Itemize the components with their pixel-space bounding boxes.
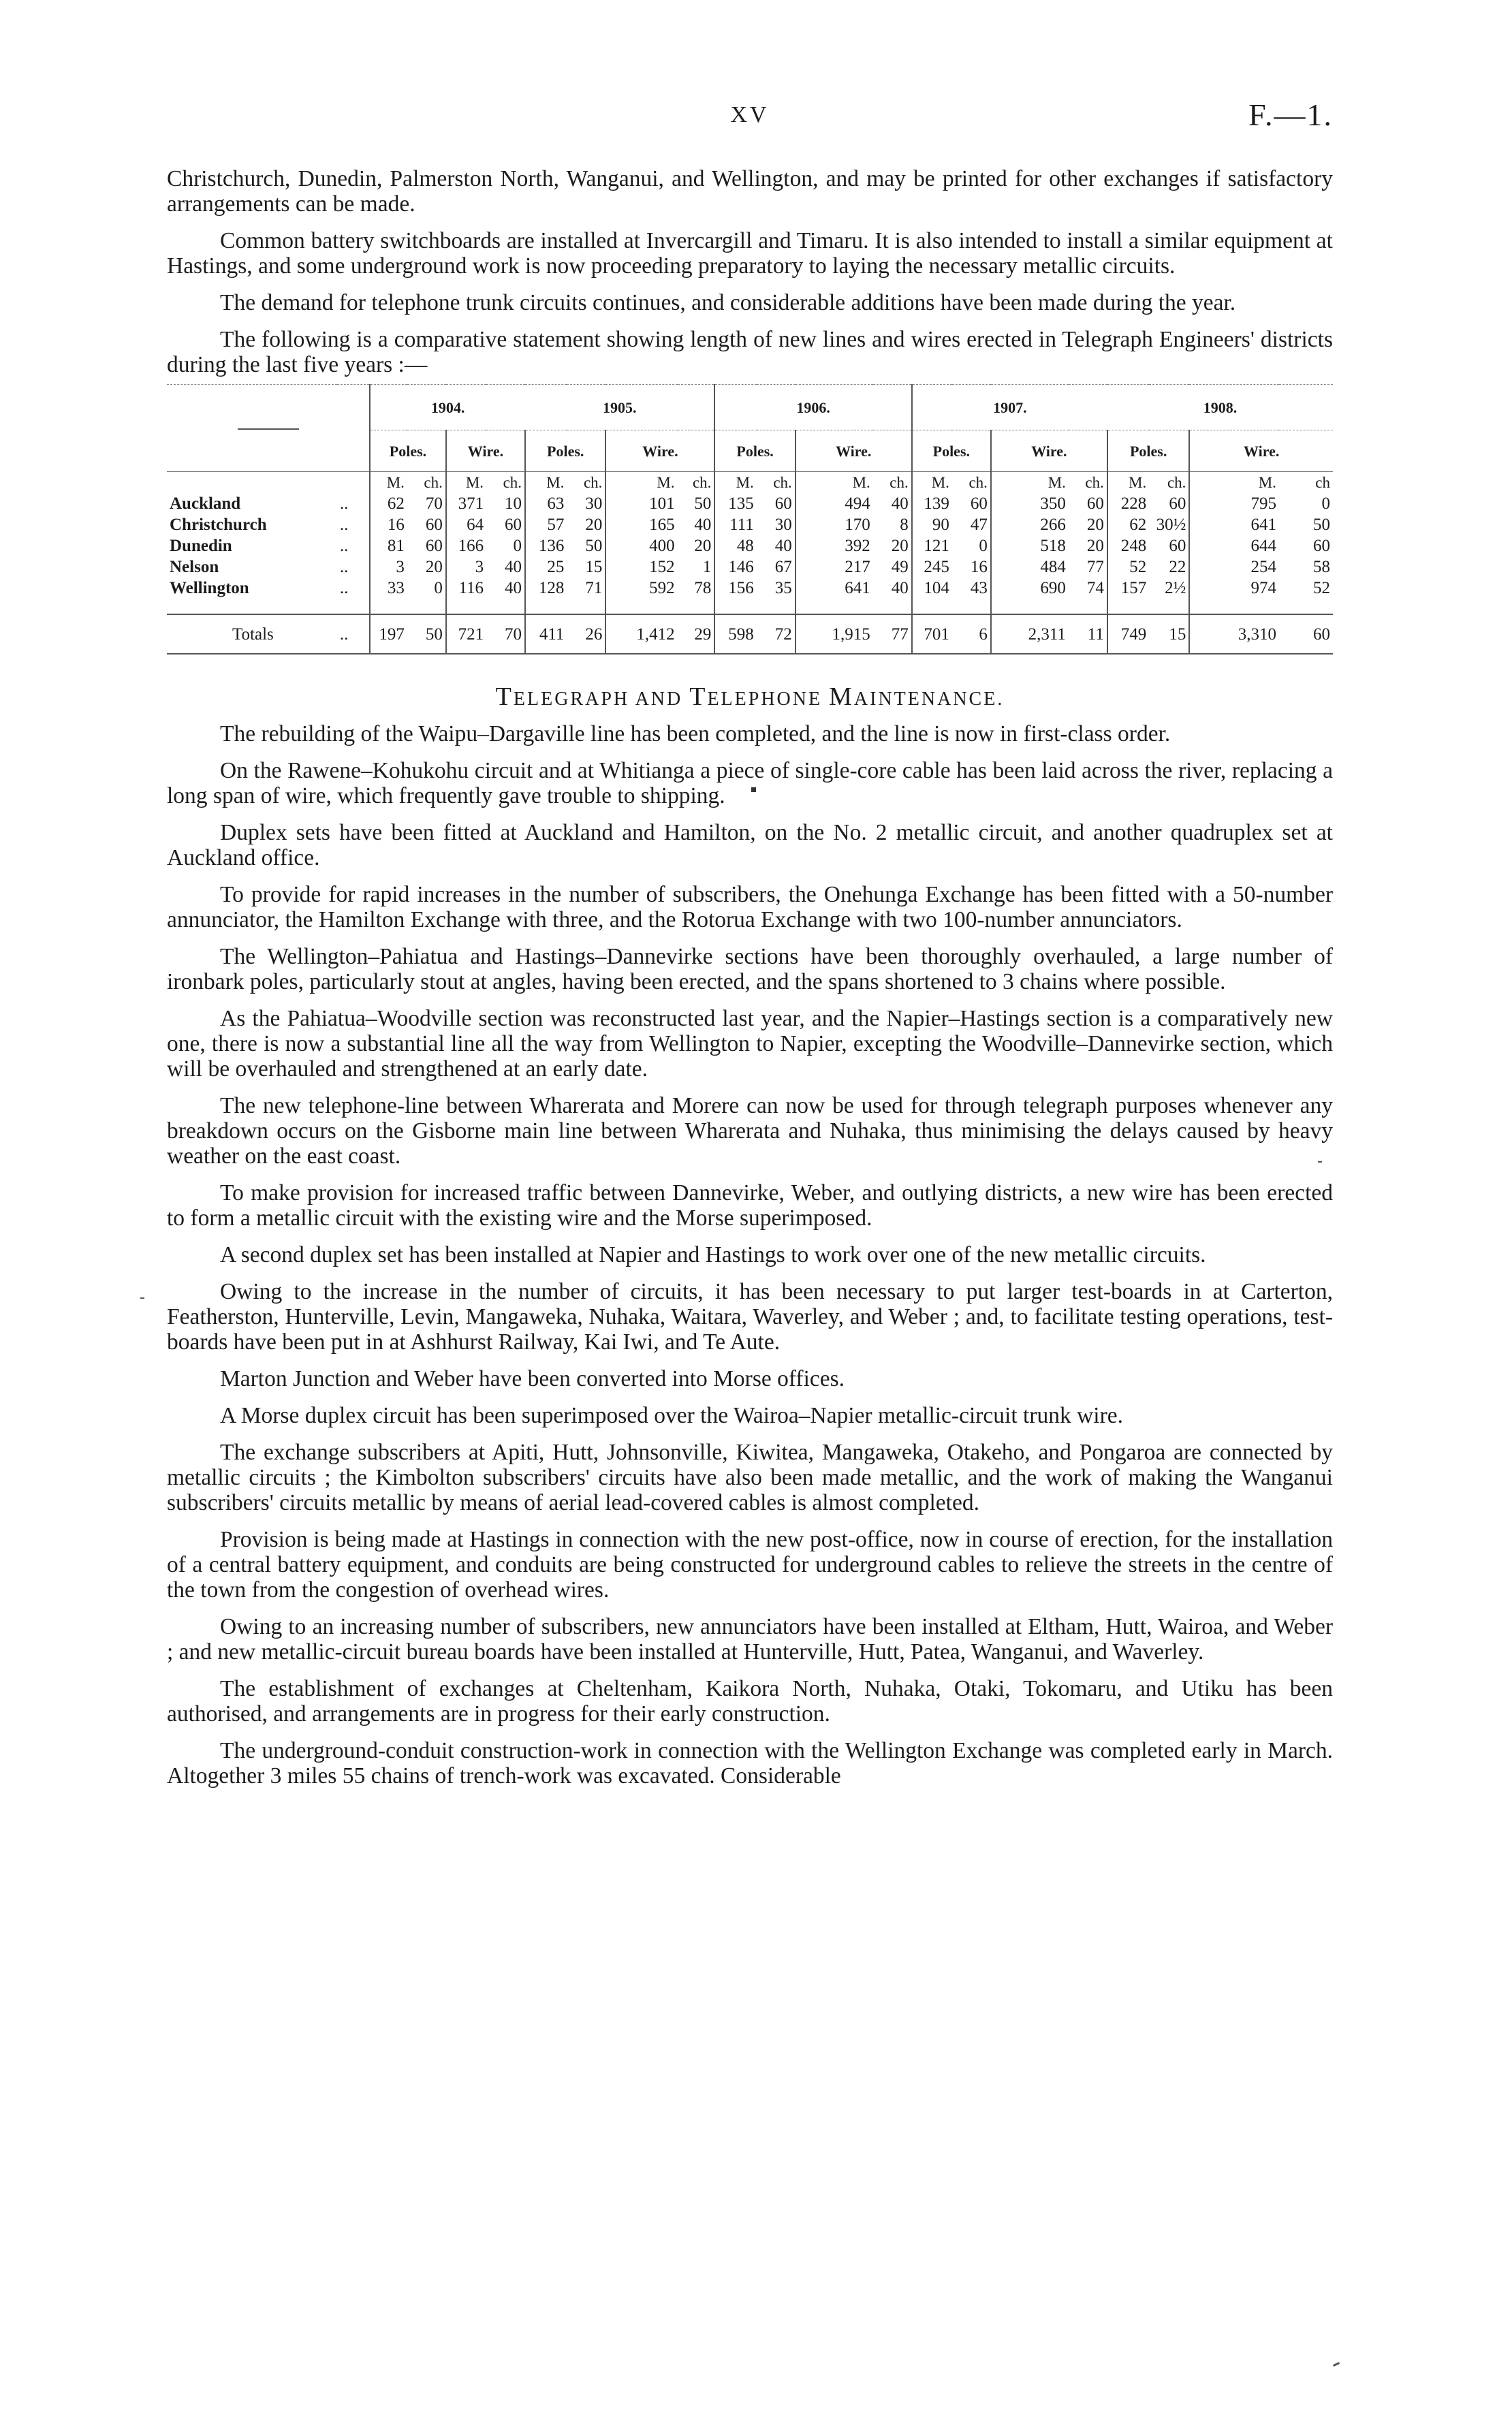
table-cell: 3 [370,556,407,578]
table-cell: 60 [1313,537,1330,555]
paragraph: Duplex sets have been fitted at Auckland and Hamilton, on the No. 2 metallic circuit, and another quadruplex set at Auckland office. [167,820,1333,870]
miles-unit: M. [991,472,1069,494]
stray-mark [751,787,756,792]
intro-section [167,166,1333,377]
table-cell: 121 [912,535,952,556]
paragraph: A second duplex set has been installed at Napier and Hastings to work over one of the new metallic circuits. [220,1242,1206,1267]
miles-unit: M. [525,472,567,494]
chains-unit: ch. [952,472,991,494]
table-cell: 10 [505,494,522,513]
paragraph: The rebuilding of the Waipu–Dargaville line has been completed, and the line is now in first-class order. [220,721,1171,746]
table-cell: 136 [525,535,567,556]
table-cell: 60 [1169,537,1186,555]
table-cell: 35 [774,579,792,597]
table-cell: 81 [370,535,407,556]
table-cell: 15 [585,558,603,576]
table-cell: 40 [505,558,522,576]
paragraph: A Morse duplex circuit has been superimposed over the Wairoa–Napier metallic-circuit trunk wire. [220,1403,1124,1428]
district-name: Totals [167,614,337,654]
table-cell: 217 [796,556,873,578]
body-column [167,166,1333,1788]
table-cell: 166 [446,535,486,556]
table-cell: 2,311 [991,614,1069,654]
table-cell: 50 [1313,516,1330,534]
table-cell: 60 [1086,494,1104,513]
wire-heading: Wire. [446,430,525,472]
table-cell: 3,310 [1189,614,1279,654]
table-cell: 72 [757,614,796,654]
table-cell: 494 [796,493,873,514]
wire-heading: Wire. [1189,430,1333,472]
table-cell: 20 [694,537,712,555]
table-cell: 0 [434,579,443,597]
table-cell: 721 [446,614,486,654]
table-cell: 371 [446,493,486,514]
table-cell: 30 [585,494,603,513]
miles-unit: M. [605,472,677,494]
chains-unit: ch. [873,472,912,494]
table-cell: 40 [891,579,909,597]
table-cell: 25 [525,556,567,578]
stray-mark [1333,2362,1340,2367]
table-cell: 0 [979,537,988,555]
stray-mark [1318,1161,1322,1163]
table-cell: 49 [891,558,909,576]
table-cell: 22 [1169,558,1186,576]
paragraph: As the Pahiatua–Woodville section was reconstructed last year, and the Napier–Hastings section is a comparatively new one, there is now a substantial line all the way from Wellington to Napier, excepting the Woodville–Dannevirke section, which will be overhauled and strengthened at an early date. [167,1006,1333,1082]
chains-unit: ch [1279,472,1333,494]
district-name: Auckland [170,494,241,513]
table-cell: 50 [407,614,446,654]
table-cell: 74 [1086,579,1104,597]
table-cell: 90 [912,514,952,535]
chains-unit: ch. [567,472,605,494]
table-cell: 30 [774,516,792,534]
poles-heading: Poles. [370,430,446,472]
table-cell: 52 [1107,556,1149,578]
comparative-statement-table [167,384,1333,654]
table-cell: 400 [605,535,677,556]
wire-heading: Wire. [796,430,912,472]
table-cell: 60 [774,494,792,513]
table-cell: 1,412 [605,614,677,654]
leader-dots: .. [339,558,349,576]
table-cell: 111 [714,514,756,535]
table-cell: 146 [714,556,756,578]
paragraph: The exchange subscribers at Apiti, Hutt, Johnsonville, Kiwitea, Mangaweka, Otakeho, and Pongaroa are connected by metallic circuits ; the Kimbolton subscribers' circuits have also been made metallic, and the work of making the Wanganui subscribers' circuits metallic by means of aerial lead-covered cables is almost completed. [167,1440,1333,1515]
table-cell: 47 [970,516,988,534]
table-cell: 228 [1107,493,1149,514]
chains-unit: ch. [1069,472,1107,494]
table-cell: 197 [370,614,407,654]
table-cell: 50 [585,537,603,555]
table-cell: 62 [1107,514,1149,535]
paragraph: Marton Junction and Weber have been converted into Morse offices. [220,1366,845,1391]
table-cell: 60 [970,494,988,513]
poles-heading: Poles. [714,430,795,472]
table-cell: 20 [425,558,443,576]
paragraph: The following is a comparative statement showing length of new lines and wires erected in Telegraph Engineers' districts during the last five years :— [167,327,1333,377]
year-heading: 1907. [912,385,1107,430]
table-cell: 62 [370,493,407,514]
paragraph: The demand for telephone trunk circuits continues, and considerable additions have been made during the year. [220,290,1236,315]
paragraph: The Wellington–Pahiatua and Hastings–Dannevirke sections have been thoroughly overhauled, a large number of ironbark poles, particularly stout at angles, having been erected, and the spans shortened to 3 chains where possible. [167,944,1333,994]
table-cell: 50 [694,494,712,513]
spacer-row [167,599,1333,614]
stray-mark [140,1297,144,1299]
table-cell: 60 [425,516,443,534]
table-cell: 70 [486,614,525,654]
chains-unit: ch. [486,472,525,494]
year-heading: 1904. [370,385,525,430]
table-cell: 40 [694,516,712,534]
table-cell: 598 [714,614,756,654]
table-cell: 58 [1313,558,1330,576]
totals-row [167,614,1333,654]
table-cell: 392 [796,535,873,556]
table-cell: 64 [446,514,486,535]
table-cell: 40 [891,494,909,513]
page-number: XV [730,102,770,127]
table-cell: 3 [446,556,486,578]
paragraph: The underground-conduit construction-work in connection with the Wellington Exchange was completed early in March. Altogether 3 miles 55 chains of trench-work was excavated. Considerable [167,1738,1333,1788]
table-cell: 67 [774,558,792,576]
section-heading: TELEGRAPH AND TELEPHONE MAINTENANCE. [495,682,1005,711]
table-cell: 1,915 [796,614,873,654]
table-cell: 484 [991,556,1069,578]
table-row [167,514,1333,535]
table-cell: 77 [873,614,912,654]
table-cell: 43 [970,579,988,597]
table-cell: 70 [425,494,443,513]
paragraph: Provision is being made at Hastings in connection with the new post-office, now in course of erection, for the installation of a central battery equipment, and conduits are being constructed for underground cables to relieve the streets in the centre of the town from the congestion of overhead wires. [167,1527,1333,1603]
table-cell: 248 [1107,535,1149,556]
table-cell: 266 [991,514,1069,535]
table-cell: 795 [1189,493,1279,514]
table-cell: 245 [912,556,952,578]
table-cell: 139 [912,493,952,514]
table-cell: 30½ [1156,516,1186,534]
table-cell: 1 [702,558,712,576]
table-cell: 156 [714,578,756,599]
miles-unit: M. [714,472,756,494]
miles-unit: M. [446,472,486,494]
table-cell: 8 [900,516,909,534]
table-cell: 52 [1313,579,1330,597]
table-cell: 254 [1189,556,1279,578]
table-cell: 60 [505,516,522,534]
table-cell: 592 [605,578,677,599]
table-row [167,578,1333,599]
table-cell: 40 [505,579,522,597]
paragraph: The establishment of exchanges at Cheltenham, Kaikora North, Nuhaka, Otaki, Tokomaru, and Utiku has been authorised, and arrangements are in progress for their early construction. [167,1676,1333,1726]
chains-unit: ch. [1149,472,1189,494]
paragraph: Christchurch, Dunedin, Palmerston North, Wanganui, and Wellington, and may be printed for other exchanges if satisfactory arrangements can be made. [167,166,1333,217]
table-cell: 641 [796,578,873,599]
paragraph: To make provision for increased traffic between Dannevirke, Weber, and outlying districts, a new wire has been erected to form a metallic circuit with the existing wire and the Morse superimposed. [167,1180,1333,1231]
year-heading: 1906. [714,385,911,430]
table-cell: 71 [585,579,603,597]
table-cell: 518 [991,535,1069,556]
leader-dots: .. [339,516,349,534]
table-cell: 0 [1321,494,1330,513]
table-cell: 170 [796,514,873,535]
district-name: Dunedin [170,537,232,555]
miles-unit: M. [1189,472,1279,494]
document-reference: F.—1. [1248,97,1333,132]
leader-dots: .. [337,614,370,654]
paragraph: To provide for rapid increases in the number of subscribers, the Onehunga Exchange has been fitted with a 50-number annunciator, the Hamilton Exchange with three, and the Rotorua Exchange with two 100-number annunciators. [167,882,1333,932]
table-cell: 0 [513,537,522,555]
table-cell: 40 [774,537,792,555]
miles-unit: M. [912,472,952,494]
year-heading: 1905. [525,385,714,430]
table-cell: 644 [1189,535,1279,556]
table-cell: 116 [446,578,486,599]
table-cell: 20 [891,537,909,555]
table-cell: 6 [952,614,991,654]
table-cell: 15 [1149,614,1189,654]
table-cell: 77 [1086,558,1104,576]
poles-heading: Poles. [912,430,991,472]
table-row [167,556,1333,578]
table-cell: 63 [525,493,567,514]
table-cell: 350 [991,493,1069,514]
table-cell: 60 [1279,614,1333,654]
table-row [167,493,1333,514]
table-row [167,535,1333,556]
leader-dots: .. [339,494,349,513]
table-cell: 57 [525,514,567,535]
table-cell: 157 [1107,578,1149,599]
table-cell: 20 [1086,537,1104,555]
wire-heading: Wire. [605,430,714,472]
table-cell: 16 [370,514,407,535]
district-name: Christchurch [170,516,267,534]
table-cell: 974 [1189,578,1279,599]
table-cell: 690 [991,578,1069,599]
wire-heading: Wire. [991,430,1107,472]
table-cell: 411 [525,614,567,654]
paragraph: The new telephone-line between Wharerata and Morere can now be used for through telegraph purposes whenever any breakdown occurs on the Gisborne main line between Wharerata and Nuhaka, thus minimising the delays caused by heavy weather on the east coast. [167,1093,1333,1169]
table-cell: 26 [567,614,605,654]
leader-dots: .. [339,579,349,597]
paragraph: Owing to an increasing number of subscribers, new annunciators have been installed at Eltham, Hutt, Wairoa, and Weber ; and new metallic-circuit bureau boards have been installed at Hunterville, Hutt, Patea, Wanganui, and Waverley. [167,1614,1333,1665]
table-cell: 78 [694,579,712,597]
table-cell: 16 [970,558,988,576]
table-cell: 11 [1069,614,1107,654]
table-cell: 60 [425,537,443,555]
table-cell: 33 [370,578,407,599]
miles-unit: M. [1107,472,1149,494]
maintenance-section [167,721,1333,1788]
paragraph: On the Rawene–Kohukohu circuit and at Whitianga a piece of single-core cable has been laid across the river, replacing a long span of wire, which frequently gave trouble to shipping. [167,758,1333,808]
paragraph: Owing to the increase in the number of circuits, it has been necessary to put larger test-boards in at Carterton, Featherston, Hunterville, Levin, Mangaweka, Nuhaka, Waitara, Waverley, and Weber ; and, to facilitate testing operations, test-boards have been put in at Ashhurst Railway, Kai Iwi, and Te Aute. [167,1279,1333,1355]
chains-unit: ch. [757,472,796,494]
table-cell: 20 [1086,516,1104,534]
page-header [167,97,1333,143]
table-cell: 101 [605,493,677,514]
table-cell: 104 [912,578,952,599]
leader-dots: .. [339,537,349,555]
chains-unit: ch. [407,472,446,494]
table-cell: 152 [605,556,677,578]
table-cell: 749 [1107,614,1149,654]
table-cell: 60 [1169,494,1186,513]
stub-heading [167,385,370,472]
table-cell: 135 [714,493,756,514]
table-cell: 48 [714,535,756,556]
year-heading: 1908. [1107,385,1333,430]
paragraph: Common battery switchboards are installed at Invercargill and Timaru. It is also intended to install a similar equipment at Hastings, and some underground work is now proceeding preparatory to laying the necessary metallic circuits. [167,228,1333,279]
table-cell: 701 [912,614,952,654]
district-name: Wellington [170,579,249,597]
chains-unit: ch. [678,472,715,494]
poles-heading: Poles. [1107,430,1190,472]
table-cell: 165 [605,514,677,535]
poles-heading: Poles. [525,430,605,472]
unit-row [167,472,1333,494]
miles-unit: M. [370,472,407,494]
table-cell: 641 [1189,514,1279,535]
table-cell: 29 [678,614,715,654]
district-name: Nelson [170,558,219,576]
table-cell: 2½ [1165,579,1186,597]
table-cell: 128 [525,578,567,599]
table-cell: 20 [585,516,603,534]
miles-unit: M. [796,472,873,494]
